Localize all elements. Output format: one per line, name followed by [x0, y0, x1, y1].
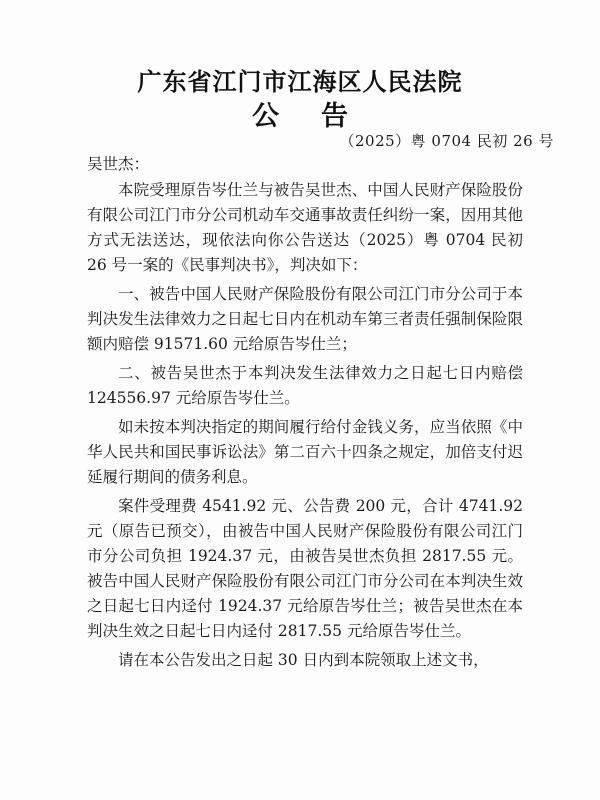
court-name: 广东省江门市江海区人民法院	[137, 68, 463, 96]
paragraph-fees: 案件受理费 4541.92 元、公告费 200 元，合计 4741.92 元（原告已预交），由被告中国人民财产保险股份有限公司江门市分公司负担 1924.37 元，由被告吴世杰负担 2817.55 元。被告中国人民财产保险股份有限公司江门市分公司在本判决生效之日起七日内迳付 1924.37 元给原告岑仕兰；被告吴世杰在本判决生效之日起七日内迳付 2817.55 元给原告岑仕兰。	[87, 497, 523, 640]
paragraph-judgment-2: 二、被告吴世杰于本判决发生法律效力之日起七日内赔偿 124556.97 元给原告岑仕兰。	[87, 364, 523, 407]
paragraph-collection: 请在本公告发出之日起 30 日内到本院领取上述文书，	[118, 651, 489, 669]
paragraph-intro: 本院受理原告岑仕兰与被告吴世杰、中国人民财产保险股份有限公司江门市分公司机动车交通事故责任纠纷一案，因用其他方式无法送达，现依法向你公告送达（2025）粤 0704 民初 26 号一案的《民事判决书》，判决如下：	[87, 181, 523, 274]
case-number: （2025）粤 0704 民初 26 号	[339, 132, 554, 150]
paragraph-judgment-1: 一、被告中国人民财产保险股份有限公司江门市分公司于本判决发生法律效力之日起七日内在机动车第三者责任强制保险限额内赔偿 91571.60 元给原告岑仕兰；	[87, 285, 523, 353]
document-title: 公告	[252, 101, 390, 132]
paragraph-late-interest: 如未按本判决指定的期间履行给付金钱义务，应当依照《中华人民共和国民事诉讼法》第二百六十四条之规定，加倍支付迟延履行期间的债务利息。	[87, 418, 523, 486]
notice-body	[87, 178, 523, 677]
addressee: 吴世杰：	[87, 155, 150, 173]
